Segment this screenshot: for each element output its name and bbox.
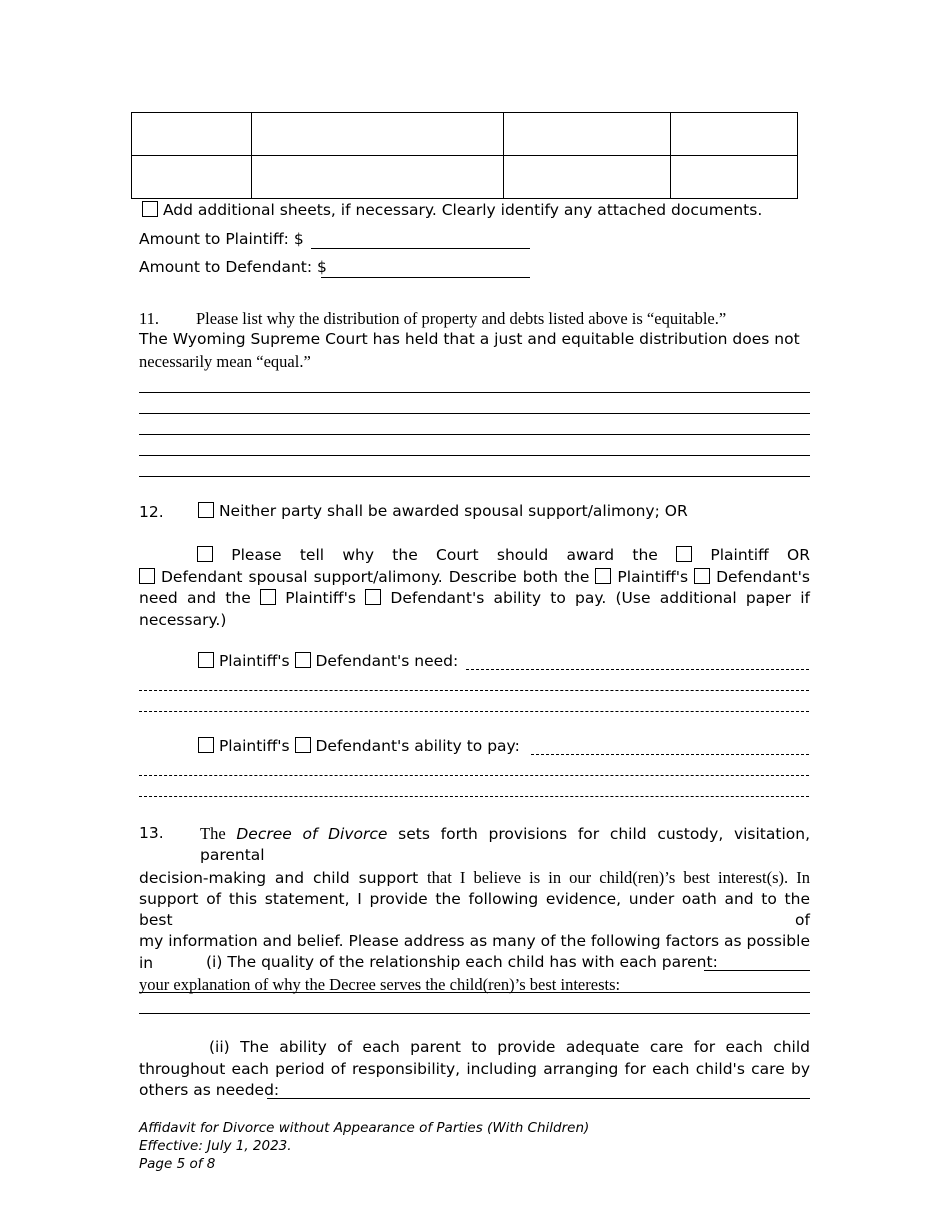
ability-pay-plaintiff-label: Plaintiff's — [218, 737, 290, 755]
no-alimony-text: Neither party shall be awarded spousal support/alimony; OR — [218, 502, 688, 520]
need-row — [198, 652, 458, 670]
table-cell[interactable] — [252, 113, 504, 156]
answer-line[interactable] — [139, 455, 810, 456]
need-defendant-label: Defendant's need: — [315, 652, 459, 670]
ability-line[interactable] — [139, 775, 809, 776]
need-plaintiff-checkbox[interactable] — [198, 652, 214, 668]
amount-plaintiff-label: Amount to Plaintiff: $ — [139, 230, 304, 248]
ability-plaintiff-checkbox[interactable] — [260, 589, 276, 605]
no-alimony-checkbox[interactable] — [198, 502, 214, 518]
no-alimony-row — [198, 502, 688, 520]
award-reason-text: Please tell why the Court should award the — [231, 546, 658, 564]
section-13-line-3: support of this statement, I provide the following evidence, under oath and to the best of — [139, 889, 810, 930]
ability-to-pay-text: Defendant's ability to pay. (Use additional paper if — [390, 589, 810, 607]
table-cell[interactable] — [504, 113, 671, 156]
award-reason-checkbox[interactable] — [197, 546, 213, 562]
table-row — [132, 156, 798, 199]
section-13-line-4: my information and belief. Please address as many of the following factors as possible in — [139, 932, 810, 972]
ability-field[interactable] — [531, 754, 809, 755]
amount-plaintiff-field[interactable] — [311, 248, 530, 249]
section-11-number: 11. — [139, 309, 160, 328]
section-13-number: 13. — [139, 824, 164, 842]
table-cell[interactable] — [504, 156, 671, 199]
factor-ii-paragraph — [139, 1037, 810, 1102]
property-table — [131, 112, 798, 199]
section-13-line-5: your explanation of why the Decree serves the child(ren)’s best interests: — [139, 975, 621, 995]
need-defendant-checkbox[interactable] — [295, 652, 311, 668]
answer-line[interactable] — [139, 392, 810, 393]
table-cell[interactable] — [671, 156, 798, 199]
factor-i-line[interactable] — [139, 1013, 810, 1014]
award-plaintiff-checkbox[interactable] — [676, 546, 692, 562]
additional-sheets-text: Add additional sheets, if necessary. Clearly identify any attached documents. — [162, 201, 763, 219]
section-13-line-1: sets forth provisions for child custody, visitation, parental — [200, 825, 810, 865]
describe-plaintiff-checkbox[interactable] — [595, 568, 611, 584]
describe-plaintiff-label: Plaintiff's — [617, 567, 689, 586]
factor-ii-line-c: others as needed: — [139, 1081, 280, 1099]
section-11-text-a: Please list why the distribution of property and debts listed above is “equitable.” — [196, 309, 727, 328]
factor-ii-line-a: (ii) The ability of each parent to provide adequate care for each child — [209, 1038, 810, 1056]
section-13-line-2a: decision-making and child support — [139, 868, 419, 887]
award-plaintiff-label: Plaintiff OR — [710, 546, 810, 564]
need-plaintiff-label: Plaintiff's — [218, 652, 290, 670]
answer-line[interactable] — [139, 476, 810, 477]
factor-i-label: (i) The quality of the relationship each child has with each parent: — [206, 953, 718, 971]
section-12-number: 12. — [139, 503, 164, 521]
ability-line[interactable] — [139, 796, 809, 797]
alimony-request-paragraph — [139, 545, 810, 631]
the-text: The — [200, 824, 226, 843]
need-and-text: need and the — [139, 589, 251, 607]
table-cell[interactable] — [252, 156, 504, 199]
footer-form-title: Affidavit for Divorce without Appearance of Parties (With Children) — [139, 1120, 590, 1136]
ability-pay-defendant-label: Defendant's ability to pay: — [315, 737, 520, 755]
describe-defendant-label: Defendant's — [716, 567, 810, 586]
footer-effective-date: Effective: July 1, 2023. — [139, 1138, 292, 1154]
factor-ii-line-b: throughout each period of responsibility, including arranging for each child's care by — [139, 1059, 810, 1078]
answer-line[interactable] — [139, 434, 810, 435]
factor-ii-field[interactable] — [267, 1098, 810, 1099]
page-footer — [139, 1119, 589, 1173]
award-defendant-checkbox[interactable] — [139, 568, 155, 584]
need-line[interactable] — [139, 711, 809, 712]
factor-i-line[interactable] — [139, 992, 810, 993]
section-11-text-c: necessarily mean “equal.” — [139, 352, 311, 371]
need-line[interactable] — [139, 690, 809, 691]
describe-text: Defendant spousal support/alimony. Describe both the — [160, 567, 590, 586]
table-cell[interactable] — [132, 156, 252, 199]
section-11-text-b: The Wyoming Supreme Court has held that a just and equitable distribution does not — [139, 330, 800, 348]
section-13-line-2b: that I believe is in our child(ren)’s best interest(s). In — [427, 867, 810, 887]
necessary-text: necessary.) — [139, 610, 227, 629]
additional-sheets-row — [142, 201, 762, 219]
ability-row — [198, 737, 520, 755]
table-row — [132, 113, 798, 156]
ability-pay-defendant-checkbox[interactable] — [295, 737, 311, 753]
describe-defendant-checkbox[interactable] — [694, 568, 710, 584]
additional-sheets-checkbox[interactable] — [142, 201, 158, 217]
table-cell[interactable] — [671, 113, 798, 156]
need-field[interactable] — [466, 669, 809, 670]
amount-defendant-field[interactable] — [321, 277, 530, 278]
ability-pay-plaintiff-checkbox[interactable] — [198, 737, 214, 753]
answer-line[interactable] — [139, 413, 810, 414]
footer-page-number: Page 5 of 8 — [139, 1156, 216, 1172]
factor-i-field[interactable] — [704, 970, 810, 971]
ability-plaintiff-label: Plaintiff's — [285, 589, 356, 607]
amount-defendant-label: Amount to Defendant: $ — [139, 258, 327, 276]
decree-title: Decree of Divorce — [236, 825, 388, 843]
ability-defendant-checkbox[interactable] — [365, 589, 381, 605]
table-cell[interactable] — [132, 113, 252, 156]
